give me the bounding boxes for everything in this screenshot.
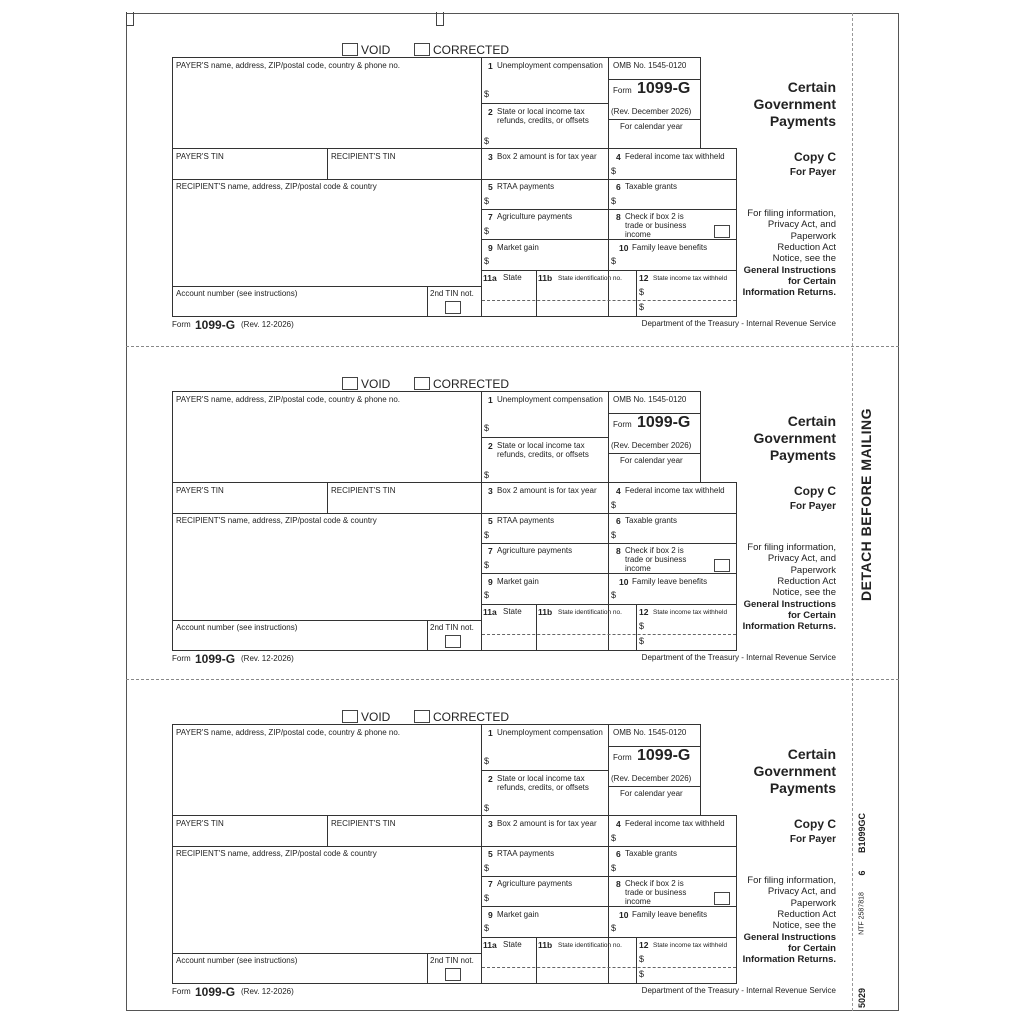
box8-label-line3: income	[625, 230, 651, 239]
form-title-line1: Certain	[787, 79, 836, 95]
box2-num: 2	[488, 774, 493, 784]
form-copy-3	[0, 667, 1024, 1001]
box8-label-line1: Check if box 2 is	[625, 212, 684, 221]
form-title-line3: Payments	[769, 780, 836, 796]
copy-label: Copy C	[794, 484, 836, 498]
box4-num: 4	[616, 152, 621, 162]
form-number-large: 1099-G	[637, 80, 691, 97]
notice-line-6: General Instructions	[743, 264, 836, 276]
row-divider-recipient	[172, 513, 481, 514]
box9-label: Market gain	[497, 577, 539, 586]
calendar-year-label: For calendar year	[620, 122, 683, 131]
row-divider-recipient	[172, 846, 481, 847]
form-left-border	[172, 57, 173, 317]
box6-label: Taxable grants	[625, 849, 678, 858]
footer-revision: (Rev. 12-2026)	[241, 987, 294, 996]
footer-revision: (Rev. 12-2026)	[241, 320, 294, 329]
omb-number: OMB No. 1545-0120	[613, 395, 687, 404]
box8-label-line3: income	[625, 564, 651, 573]
form-bottom-border	[172, 983, 736, 984]
box-column-divider	[481, 724, 482, 984]
box8-num: 8	[616, 546, 621, 556]
void-checkbox[interactable]	[342, 43, 358, 56]
box2-dollar: $	[484, 470, 490, 480]
box5-dollar: $	[484, 530, 490, 540]
box3-num: 3	[488, 819, 493, 829]
box8-label-line2: trade or business	[625, 221, 687, 230]
box4-num: 4	[616, 819, 621, 829]
box4-label: Federal income tax withheld	[625, 819, 725, 828]
row-divider-tin	[172, 815, 736, 816]
box10-dollar: $	[611, 256, 617, 266]
recipient-tin-label: RECIPIENT'S TIN	[331, 819, 396, 828]
form-top-border	[172, 57, 701, 58]
footer-department: Department of the Treasury - Internal Revenue Service	[641, 986, 836, 995]
box4-label: Federal income tax withheld	[625, 486, 725, 495]
account-label: Account number (see instructions)	[176, 289, 298, 298]
recipient-name-label: RECIPIENT'S name, address, ZIP/postal code & country	[176, 849, 377, 858]
notice-line-2: Privacy Act, and	[767, 886, 836, 898]
box11a-label: State	[503, 607, 522, 616]
form-title-line2: Government	[753, 96, 836, 112]
box11b-label: State identification no.	[558, 609, 622, 616]
box9-num: 9	[488, 910, 493, 920]
notice-line-4: Reduction Act	[777, 575, 836, 587]
box3-num: 3	[488, 152, 493, 162]
second-tin-checkbox[interactable]	[445, 301, 461, 314]
box10-label: Family leave benefits	[632, 577, 708, 586]
box8-num: 8	[616, 212, 621, 222]
row-divider-box7	[481, 906, 736, 907]
box9-num: 9	[488, 577, 493, 587]
box12-num: 12	[639, 607, 649, 617]
box5-num: 5	[488, 516, 493, 526]
notice-line-1: For filing information,	[747, 875, 836, 886]
account-row-top	[172, 286, 481, 287]
box6-label: Taxable grants	[625, 182, 678, 191]
box8-checkbox[interactable]	[714, 892, 730, 905]
form-word: Form	[613, 420, 632, 429]
box12-num: 12	[639, 273, 649, 283]
state-line-separator	[482, 634, 736, 635]
box11a-num: 11a	[483, 273, 497, 283]
footer-form-number: 1099-G	[195, 652, 236, 666]
box6-dollar: $	[611, 196, 617, 206]
box2-label-line1: State or local income tax	[497, 774, 585, 783]
notice-line-3: Paperwork	[790, 897, 836, 909]
notice-line-8: Information Returns.	[742, 954, 836, 966]
box3-label: Box 2 amount is for tax year	[497, 486, 597, 495]
copy-label: Copy C	[794, 150, 836, 164]
box11b-divider	[536, 604, 537, 651]
box8-num: 8	[616, 879, 621, 889]
notice-line-3: Paperwork	[790, 230, 836, 242]
notice-line-5: Notice, see the	[772, 253, 836, 265]
box9-label: Market gain	[497, 910, 539, 919]
account-label: Account number (see instructions)	[176, 623, 298, 632]
payer-tin-label: PAYER'S TIN	[176, 819, 224, 828]
second-tin-label: 2nd TIN not.	[430, 956, 474, 965]
recipient-tin-label: RECIPIENT'S TIN	[331, 152, 396, 161]
box5-label: RTAA payments	[497, 516, 555, 525]
notice-line-5: Notice, see the	[772, 920, 836, 932]
notice-line-6: General Instructions	[743, 598, 836, 610]
form-word: Form	[613, 753, 632, 762]
box5-dollar: $	[484, 196, 490, 206]
box8-label-line2: trade or business	[625, 888, 687, 897]
second-tin-checkbox[interactable]	[445, 635, 461, 648]
box11b-label: State identification no.	[558, 275, 622, 282]
form-copy-1	[0, 0, 1024, 334]
row-divider-recipient	[172, 179, 481, 180]
box6-num: 6	[616, 849, 621, 859]
form-code: B1099GC	[857, 812, 867, 854]
box11b-num: 11b	[538, 273, 553, 283]
revision-date: (Rev. December 2026)	[611, 107, 692, 116]
row-divider-tin	[172, 148, 736, 149]
footer-form-word: Form	[172, 987, 191, 996]
revision-date: (Rev. December 2026)	[611, 774, 692, 783]
box10-label: Family leave benefits	[632, 243, 708, 252]
box2-dollar: $	[484, 136, 490, 146]
payer-tin-label: PAYER'S TIN	[176, 152, 224, 161]
omb-divider-2	[608, 119, 700, 120]
box2-label-line2: refunds, credits, or offsets	[497, 783, 589, 792]
payer-name-label: PAYER'S name, address, ZIP/postal code, country & phone no.	[176, 395, 401, 404]
second-tin-checkbox[interactable]	[445, 968, 461, 981]
box12-label: State income tax withheld	[653, 275, 728, 282]
box1-dollar: $	[484, 89, 490, 99]
footer-form-number: 1099-G	[195, 318, 236, 332]
tin-divider	[327, 482, 328, 513]
corrected-label: CORRECTED	[433, 377, 510, 391]
box5-label: RTAA payments	[497, 182, 555, 191]
box7-dollar: $	[484, 226, 490, 236]
box1-num: 1	[488, 61, 493, 71]
form-title-line2: Government	[753, 763, 836, 779]
footer-form-word: Form	[172, 654, 191, 663]
omb-number: OMB No. 1545-0120	[613, 61, 687, 70]
box11a-label: State	[503, 273, 522, 282]
row-divider-box9	[481, 270, 736, 271]
box1-dollar: $	[484, 756, 490, 766]
row-divider-box9	[481, 937, 736, 938]
row-divider-box7	[481, 239, 736, 240]
corrected-label: CORRECTED	[433, 43, 510, 57]
ntf-number: NTF 2587818	[858, 892, 866, 935]
box3-label: Box 2 amount is for tax year	[497, 819, 597, 828]
footer-department: Department of the Treasury - Internal Revenue Service	[641, 319, 836, 328]
box1-label: Unemployment compensation	[497, 61, 603, 70]
form-left-border	[172, 724, 173, 984]
box5-num: 5	[488, 849, 493, 859]
box2-label-line2: refunds, credits, or offsets	[497, 116, 589, 125]
box2-label-line1: State or local income tax	[497, 107, 585, 116]
box8-label-line2: trade or business	[625, 555, 687, 564]
notice-line-7: for Certain	[787, 609, 836, 621]
box9-label: Market gain	[497, 243, 539, 252]
box1-num: 1	[488, 395, 493, 405]
box9-dollar: $	[484, 256, 490, 266]
box12-dollar-1: $	[639, 954, 645, 964]
omb-right-border	[700, 57, 701, 149]
calendar-year-label: For calendar year	[620, 789, 683, 798]
void-label: VOID	[361, 43, 391, 57]
box5-label: RTAA payments	[497, 849, 555, 858]
box2-label-line1: State or local income tax	[497, 441, 585, 450]
form-title-line2: Government	[753, 430, 836, 446]
recipient-tin-label: RECIPIENT'S TIN	[331, 486, 396, 495]
omb-divider-2	[608, 786, 700, 787]
box11b-num: 11b	[538, 940, 553, 950]
box7-label: Agriculture payments	[497, 212, 573, 221]
box8-checkbox[interactable]	[714, 225, 730, 238]
tin-divider	[327, 815, 328, 846]
box9-dollar: $	[484, 590, 490, 600]
row-divider-box2	[481, 103, 608, 104]
form-word: Form	[613, 86, 632, 95]
notice-line-7: for Certain	[787, 275, 836, 287]
box2-num: 2	[488, 441, 493, 451]
form-bottom-border	[172, 316, 736, 317]
box10-dollar: $	[611, 923, 617, 933]
corrected-checkbox[interactable]	[414, 710, 430, 723]
box11a-num: 11a	[483, 940, 497, 950]
box7-num: 7	[488, 879, 493, 889]
form-number-large: 1099-G	[637, 747, 691, 764]
account-label: Account number (see instructions)	[176, 956, 298, 965]
second-tin-divider	[427, 620, 428, 651]
box12-dollar-1: $	[639, 287, 645, 297]
box10-num: 10	[619, 243, 629, 253]
box1-label: Unemployment compensation	[497, 728, 603, 737]
box10-label: Family leave benefits	[632, 910, 708, 919]
notice-line-8: Information Returns.	[742, 287, 836, 299]
row-divider-box7	[481, 573, 736, 574]
corrected-label: CORRECTED	[433, 710, 510, 724]
box7-num: 7	[488, 546, 493, 556]
copy-for-label: For Payer	[789, 501, 836, 512]
box11b-num: 11b	[538, 607, 553, 617]
copy-panel-left-border	[736, 148, 737, 317]
box12-dollar-2: $	[639, 302, 645, 312]
form-title-line3: Payments	[769, 447, 836, 463]
second-tin-divider	[427, 286, 428, 317]
void-label: VOID	[361, 377, 391, 391]
box10-num: 10	[619, 577, 629, 587]
box8-label-line1: Check if box 2 is	[625, 546, 684, 555]
payer-tin-label: PAYER'S TIN	[176, 486, 224, 495]
box4-label: Federal income tax withheld	[625, 152, 725, 161]
row-divider-box5	[481, 209, 736, 210]
recipient-name-label: RECIPIENT'S name, address, ZIP/postal code & country	[176, 182, 377, 191]
box12-num: 12	[639, 940, 649, 950]
notice-line-2: Privacy Act, and	[767, 553, 836, 565]
box4-dollar: $	[611, 166, 617, 176]
box12-label: State income tax withheld	[653, 942, 728, 949]
box7-label: Agriculture payments	[497, 546, 573, 555]
form-title-line1: Certain	[787, 413, 836, 429]
box7-label: Agriculture payments	[497, 879, 573, 888]
box3-num: 3	[488, 486, 493, 496]
form-code-number: 6	[857, 870, 867, 876]
notice-line-2: Privacy Act, and	[767, 219, 836, 231]
row-divider-box2	[481, 770, 608, 771]
box1-num: 1	[488, 728, 493, 738]
revision-date: (Rev. December 2026)	[611, 441, 692, 450]
notice-line-6: General Instructions	[743, 931, 836, 943]
row-divider-box2	[481, 437, 608, 438]
footer-form-word: Form	[172, 320, 191, 329]
box1-dollar: $	[484, 423, 490, 433]
row-divider-box9	[481, 604, 736, 605]
form-title-line1: Certain	[787, 746, 836, 762]
box8-checkbox[interactable]	[714, 559, 730, 572]
corrected-checkbox[interactable]	[414, 43, 430, 56]
form-top-border	[172, 391, 701, 392]
tin-divider	[327, 148, 328, 179]
account-row-top	[172, 953, 481, 954]
notice-line-1: For filing information,	[747, 542, 836, 553]
state-line-separator	[482, 300, 736, 301]
box12-divider	[636, 270, 637, 317]
box2-dollar: $	[484, 803, 490, 813]
box6-num: 6	[616, 516, 621, 526]
box1-label: Unemployment compensation	[497, 395, 603, 404]
box3-label: Box 2 amount is for tax year	[497, 152, 597, 161]
box9-num: 9	[488, 243, 493, 253]
footer-form-number: 1099-G	[195, 985, 236, 999]
detach-before-mailing: DETACH BEFORE MAILING	[858, 407, 874, 601]
form-left-border	[172, 391, 173, 651]
box6-num: 6	[616, 182, 621, 192]
box9-dollar: $	[484, 923, 490, 933]
box11b-divider	[536, 937, 537, 984]
state-line-separator	[482, 967, 736, 968]
box12-label: State income tax withheld	[653, 609, 728, 616]
copy-panel-left-border	[736, 815, 737, 984]
payer-name-label: PAYER'S name, address, ZIP/postal code, country & phone no.	[176, 61, 401, 70]
box11b-divider	[536, 270, 537, 317]
notice-line-5: Notice, see the	[772, 587, 836, 599]
box10-dollar: $	[611, 590, 617, 600]
omb-divider-2	[608, 453, 700, 454]
box4-num: 4	[616, 486, 621, 496]
form-top-border	[172, 724, 701, 725]
second-tin-label: 2nd TIN not.	[430, 623, 474, 632]
form-title-line3: Payments	[769, 113, 836, 129]
box6-dollar: $	[611, 863, 617, 873]
box12-divider	[636, 937, 637, 984]
row-divider-box3	[481, 513, 736, 514]
form-bottom-border	[172, 650, 736, 651]
box7-dollar: $	[484, 893, 490, 903]
form-number-large: 1099-G	[637, 414, 691, 431]
void-checkbox[interactable]	[342, 377, 358, 390]
box4-dollar: $	[611, 833, 617, 843]
calendar-year-label: For calendar year	[620, 456, 683, 465]
box6-dollar: $	[611, 530, 617, 540]
box12-dollar-1: $	[639, 621, 645, 631]
box12-dollar-2: $	[639, 636, 645, 646]
notice-line-8: Information Returns.	[742, 621, 836, 633]
box5-num: 5	[488, 182, 493, 192]
row-divider-box5	[481, 876, 736, 877]
copy-panel-left-border	[736, 482, 737, 651]
second-tin-divider	[427, 953, 428, 984]
row-divider-box3	[481, 179, 736, 180]
notice-line-1: For filing information,	[747, 208, 836, 219]
box6-label: Taxable grants	[625, 516, 678, 525]
notice-line-4: Reduction Act	[777, 908, 836, 920]
box4-dollar: $	[611, 500, 617, 510]
copy-for-label: For Payer	[789, 167, 836, 178]
box7-dollar: $	[484, 560, 490, 570]
box8-label-line3: income	[625, 897, 651, 906]
box-column-divider	[481, 391, 482, 651]
omb-number: OMB No. 1545-0120	[613, 728, 687, 737]
row-divider-box3	[481, 846, 736, 847]
box10-num: 10	[619, 910, 629, 920]
box2-label-line2: refunds, credits, or offsets	[497, 450, 589, 459]
second-tin-label: 2nd TIN not.	[430, 289, 474, 298]
box12-dollar-2: $	[639, 969, 645, 979]
notice-line-7: for Certain	[787, 942, 836, 954]
box2-num: 2	[488, 107, 493, 117]
box11a-num: 11a	[483, 607, 497, 617]
footer-revision: (Rev. 12-2026)	[241, 654, 294, 663]
void-checkbox[interactable]	[342, 710, 358, 723]
box12-divider	[636, 604, 637, 651]
box5-dollar: $	[484, 863, 490, 873]
void-label: VOID	[361, 710, 391, 724]
copy-for-label: For Payer	[789, 834, 836, 845]
footer-department: Department of the Treasury - Internal Revenue Service	[641, 653, 836, 662]
row-divider-box5	[481, 543, 736, 544]
box7-num: 7	[488, 212, 493, 222]
notice-line-4: Reduction Act	[777, 241, 836, 253]
box11a-label: State	[503, 940, 522, 949]
recipient-name-label: RECIPIENT'S name, address, ZIP/postal code & country	[176, 516, 377, 525]
notice-line-3: Paperwork	[790, 564, 836, 576]
omb-right-border	[700, 391, 701, 483]
sheet-number: 5029	[857, 987, 867, 1009]
omb-right-border	[700, 724, 701, 816]
row-divider-tin	[172, 482, 736, 483]
corrected-checkbox[interactable]	[414, 377, 430, 390]
account-row-top	[172, 620, 481, 621]
payer-name-label: PAYER'S name, address, ZIP/postal code, country & phone no.	[176, 728, 401, 737]
copy-label: Copy C	[794, 817, 836, 831]
box-column-divider	[481, 57, 482, 317]
box11b-label: State identification no.	[558, 942, 622, 949]
box8-label-line1: Check if box 2 is	[625, 879, 684, 888]
